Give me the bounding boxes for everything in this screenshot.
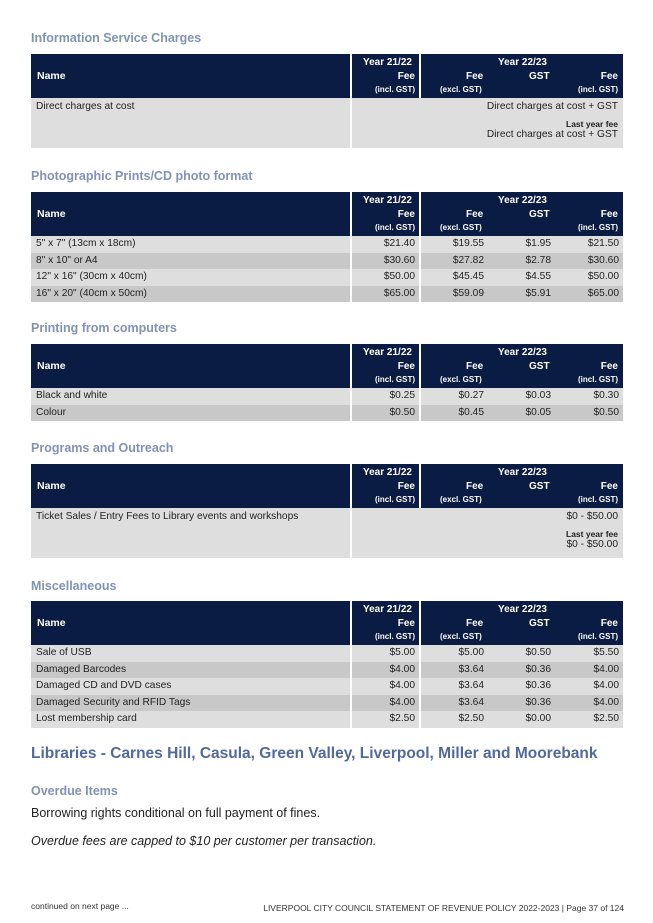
year-curr-header: Year 22/23 (498, 467, 547, 478)
col-name-header: Name (37, 480, 66, 492)
fee-incl-gst: $30.60 (555, 253, 623, 270)
fee-header: Fee (466, 209, 484, 220)
fee-table-printing (31, 344, 623, 421)
fee-2122: $0.50 (352, 405, 419, 422)
table-row (31, 388, 623, 405)
gst-header: GST (529, 361, 550, 372)
fee-excl-gst: $5.00 (421, 645, 488, 662)
table-row (31, 253, 623, 270)
row-value: Direct charges at cost + GST (486, 101, 618, 112)
row-name: Damaged Security and RFID Tags (31, 695, 350, 712)
row-name: 8" x 10" or A4 (31, 253, 350, 270)
fee-2122: $4.00 (352, 695, 419, 712)
fee-2122: $0.25 (352, 388, 419, 405)
col-name-header: Name (37, 360, 66, 372)
fee-incl-gst: $65.00 (555, 286, 623, 303)
section-title-photo-prints: Photographic Prints/CD photo format (31, 169, 253, 183)
excl-gst-label: (excl. GST) (440, 632, 482, 641)
fee-2122: $65.00 (352, 286, 419, 303)
fee-header: Fee (397, 209, 415, 220)
table-header (31, 192, 623, 236)
excl-gst-label: (excl. GST) (440, 375, 482, 384)
incl-gst-label: (incl. GST) (375, 632, 415, 641)
fee-excl-gst: $2.50 (421, 711, 488, 728)
row-name: Black and white (31, 388, 350, 405)
last-year-value: $0 - $50.00 (566, 539, 618, 550)
fee-header: Fee (397, 618, 415, 629)
fee-header: Fee (397, 71, 415, 82)
fee-excl-gst: $0.45 (421, 405, 488, 422)
last-year-fee-label: Last year fee (566, 529, 618, 539)
fee-2122: $21.40 (352, 236, 419, 253)
col-name-header: Name (37, 617, 66, 629)
incl-gst-label: (incl. GST) (578, 223, 618, 232)
fee-header: Fee (600, 618, 618, 629)
fee-2122: $50.00 (352, 269, 419, 286)
table-row (31, 508, 623, 558)
fee-header: Fee (466, 361, 484, 372)
fee-2122: $4.00 (352, 662, 419, 679)
table-header (31, 464, 623, 508)
row-name: 16" x 20" (40cm x 50cm) (31, 286, 350, 303)
fee-incl-gst: $2.50 (555, 711, 623, 728)
fee-header: Fee (466, 618, 484, 629)
fee-excl-gst: $59.09 (421, 286, 488, 303)
year-prev-header: Year 21/22 (363, 604, 412, 615)
row-value: $0 - $50.00 (566, 511, 618, 522)
section-title-info-service: Information Service Charges (31, 31, 202, 45)
gst-header: GST (529, 71, 550, 82)
footer-continued: continued on next page ... (31, 901, 129, 911)
fee-incl-gst: $5.50 (555, 645, 623, 662)
fee-table-programs (31, 464, 623, 558)
excl-gst-label: (excl. GST) (440, 223, 482, 232)
row-name: Colour (31, 405, 350, 422)
fee-excl-gst: $27.82 (421, 253, 488, 270)
fee-2122: $2.50 (352, 711, 419, 728)
gst-value: $0.50 (488, 645, 555, 662)
gst-value: $1.95 (488, 236, 555, 253)
incl-gst-label: (incl. GST) (375, 495, 415, 504)
fee-header: Fee (466, 481, 484, 492)
col-name-header: Name (37, 208, 66, 220)
col-name-header: Name (37, 70, 66, 82)
year-curr-header: Year 22/23 (498, 57, 547, 68)
fee-2122: $4.00 (352, 678, 419, 695)
last-year-value: Direct charges at cost + GST (486, 129, 618, 140)
gst-value: $0.36 (488, 662, 555, 679)
incl-gst-label: (incl. GST) (578, 495, 618, 504)
fee-incl-gst: $50.00 (555, 269, 623, 286)
excl-gst-label: (excl. GST) (440, 495, 482, 504)
section-title-programs: Programs and Outreach (31, 441, 174, 455)
fee-excl-gst: $0.27 (421, 388, 488, 405)
table-row (31, 269, 623, 286)
incl-gst-label: (incl. GST) (375, 223, 415, 232)
fee-incl-gst: $4.00 (555, 678, 623, 695)
fee-excl-gst: $3.64 (421, 662, 488, 679)
last-year-fee-label: Last year fee (566, 119, 618, 129)
table-row (31, 645, 623, 662)
gst-value: $0.00 (488, 711, 555, 728)
year-curr-header: Year 22/23 (498, 604, 547, 615)
gst-value: $5.91 (488, 286, 555, 303)
year-curr-header: Year 22/23 (498, 195, 547, 206)
year-prev-header: Year 21/22 (363, 195, 412, 206)
table-header (31, 601, 623, 645)
table-header (31, 344, 623, 388)
gst-header: GST (529, 209, 550, 220)
fee-incl-gst: $4.00 (555, 695, 623, 712)
section-title-misc: Miscellaneous (31, 579, 117, 593)
table-row (31, 695, 623, 712)
excl-gst-label: (excl. GST) (440, 85, 482, 94)
paragraph-borrowing-rights: Borrowing rights conditional on full payment of fines. (31, 806, 321, 820)
row-name: 12" x 16" (30cm x 40cm) (31, 269, 350, 286)
paragraph-overdue-cap: Overdue fees are capped to $10 per customer per transaction. (31, 834, 377, 848)
incl-gst-label: (incl. GST) (375, 85, 415, 94)
incl-gst-label: (incl. GST) (578, 85, 618, 94)
fee-header: Fee (600, 71, 618, 82)
year-prev-header: Year 21/22 (363, 347, 412, 358)
incl-gst-label: (incl. GST) (578, 632, 618, 641)
fee-incl-gst: $21.50 (555, 236, 623, 253)
table-row (31, 405, 623, 422)
gst-value: $0.05 (488, 405, 555, 422)
table-header (31, 54, 623, 98)
row-name: Ticket Sales / Entry Fees to Library events and workshops (36, 511, 299, 522)
year-curr-header: Year 22/23 (498, 347, 547, 358)
incl-gst-label: (incl. GST) (578, 375, 618, 384)
table-row (31, 236, 623, 253)
gst-value: $0.36 (488, 695, 555, 712)
row-name: Lost membership card (31, 711, 350, 728)
fee-table-info-service (31, 54, 623, 148)
fee-incl-gst: $0.30 (555, 388, 623, 405)
row-name: Damaged CD and DVD cases (31, 678, 350, 695)
fee-header: Fee (466, 71, 484, 82)
table-row (31, 711, 623, 728)
table-row (31, 98, 623, 148)
fee-header: Fee (600, 209, 618, 220)
row-name: Sale of USB (31, 645, 350, 662)
fee-excl-gst: $3.64 (421, 678, 488, 695)
fee-header: Fee (600, 361, 618, 372)
fee-header: Fee (397, 481, 415, 492)
fee-excl-gst: $19.55 (421, 236, 488, 253)
row-name: Damaged Barcodes (31, 662, 350, 679)
fee-header: Fee (600, 481, 618, 492)
year-prev-header: Year 21/22 (363, 57, 412, 68)
fee-2122: $30.60 (352, 253, 419, 270)
fee-incl-gst: $0.50 (555, 405, 623, 422)
table-row (31, 286, 623, 303)
fee-header: Fee (397, 361, 415, 372)
fee-excl-gst: $3.64 (421, 695, 488, 712)
row-name: Direct charges at cost (36, 101, 135, 112)
fee-table-misc (31, 601, 623, 728)
page-section-heading: Libraries - Carnes Hill, Casula, Green Valley, Liverpool, Miller and Moorebank (31, 745, 598, 762)
fee-2122: $5.00 (352, 645, 419, 662)
row-name: 5" x 7" (13cm x 18cm) (31, 236, 350, 253)
incl-gst-label: (incl. GST) (375, 375, 415, 384)
section-title-overdue: Overdue Items (31, 784, 118, 798)
gst-value: $4.55 (488, 269, 555, 286)
fee-excl-gst: $45.45 (421, 269, 488, 286)
year-prev-header: Year 21/22 (363, 467, 412, 478)
section-title-printing: Printing from computers (31, 321, 177, 335)
gst-value: $2.78 (488, 253, 555, 270)
gst-value: $0.03 (488, 388, 555, 405)
footer-page-info: LIVERPOOL CITY COUNCIL STATEMENT OF REVENUE POLICY 2022-2023 | Page 37 of 124 (263, 903, 624, 913)
gst-header: GST (529, 618, 550, 629)
gst-header: GST (529, 481, 550, 492)
table-row (31, 662, 623, 679)
fee-table-photo-prints (31, 192, 623, 302)
fee-incl-gst: $4.00 (555, 662, 623, 679)
gst-value: $0.36 (488, 678, 555, 695)
table-row (31, 678, 623, 695)
